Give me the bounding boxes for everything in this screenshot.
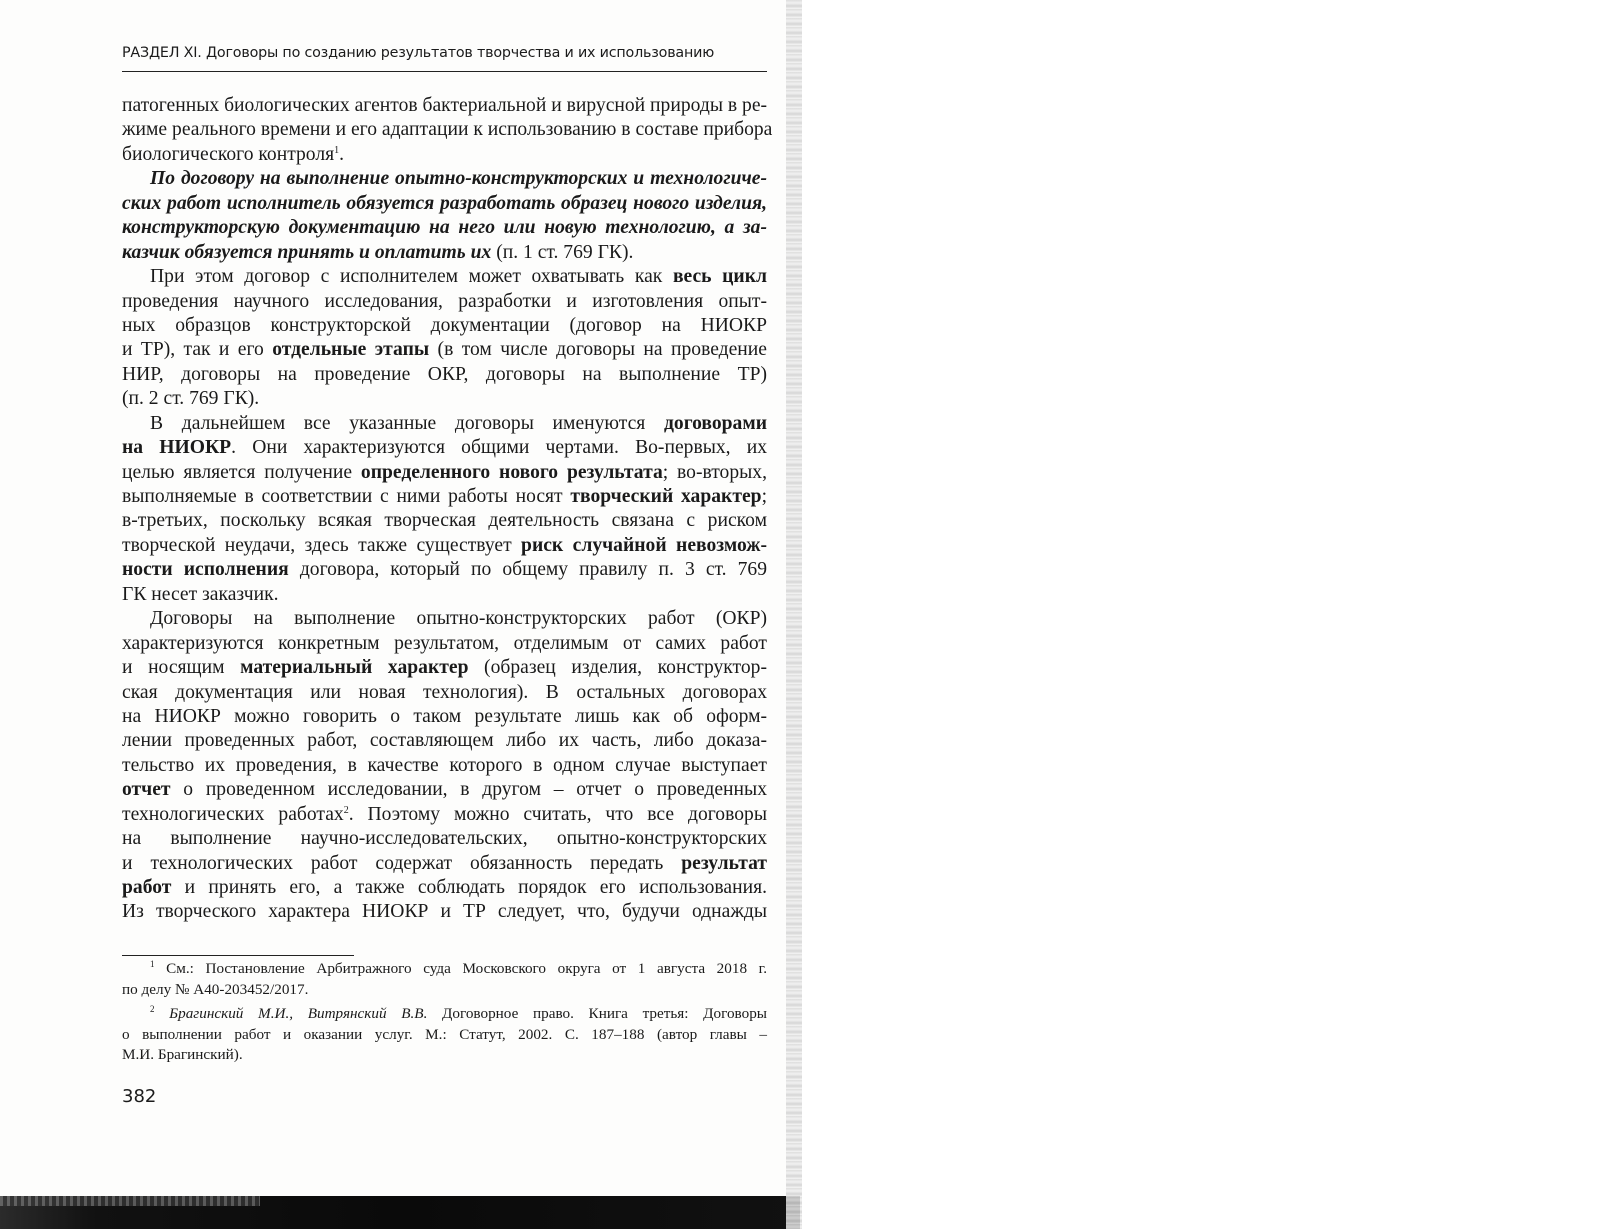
body-line <box>122 803 767 827</box>
footnote-text: Договорное право. Книга третья: Договоры <box>427 1005 768 1022</box>
body-line: лении проведенных работ, составляющем либо их часть, либо доказа- <box>122 730 767 752</box>
footnote-author: Брагинский М.И., Витрянский В.В. <box>169 1005 428 1022</box>
line-text: ; <box>761 486 768 507</box>
bold-term: определенного нового результата <box>360 461 663 483</box>
body-line <box>122 143 767 167</box>
body-line <box>122 852 767 876</box>
header-rule <box>122 71 767 72</box>
scan-bottom-shadow <box>0 1196 800 1229</box>
line-text: и принять его, а также соблюдать порядок его использования. <box>171 877 767 898</box>
line-text: (п. 1 ст. 769 ГК). <box>491 241 634 263</box>
line-text: При этом договор с исполнителем может охватывать как <box>150 266 673 288</box>
footnote-line: М.И. Брагинский). <box>122 1046 243 1063</box>
body-line: в-третьих, поскольку всякая творческая деятельность связана с риском <box>122 510 767 532</box>
body-line: (п. 2 ст. 769 ГК). <box>122 388 260 410</box>
footnote-ref: 2 <box>343 804 349 816</box>
line-text: . Поэтому можно считать, что все договоры <box>348 803 767 825</box>
body-line: характеризуются конкретным результатом, отделимым от самих работ <box>122 632 767 654</box>
bold-term: риск случайной невозмож- <box>521 534 767 556</box>
body-line: на НИОКР можно говорить о таком результате лишь как об оформ- <box>122 705 767 727</box>
bold-term: работ <box>122 877 172 898</box>
footnote-line: по делу № А40-203452/2017. <box>122 980 309 998</box>
body-line-emphasis: конструкторскую документацию на него или новую технологию, а за- <box>122 217 767 239</box>
line-text: . <box>339 143 345 165</box>
body-line: патогенных биологических агентов бактериальной и вирусной природы в ре- <box>122 95 768 116</box>
footnote-number: 2 <box>150 1004 155 1014</box>
page-number: 382 <box>122 1086 157 1107</box>
body-line: Договоры на выполнение опытно-конструкторских работ (ОКР) <box>150 608 767 630</box>
body-line <box>122 558 767 582</box>
body-line <box>122 241 767 265</box>
line-text: целью является получение <box>122 461 361 483</box>
body-line-emphasis: ских работ исполнитель обязуется разработать образец нового изделия, <box>122 192 767 214</box>
body-line-emphasis: По договору на выполнение опытно-конструкторских и технологиче- <box>150 168 767 190</box>
bold-term: результат <box>681 852 767 874</box>
line-text: В дальнейшем все указанные договоры именуются <box>150 412 664 434</box>
line-text: и носящим <box>122 657 241 679</box>
body-line: ных образцов конструкторской документации (договор на НИОКР <box>122 314 767 336</box>
body-line: жиме реального времени и его адаптации к использованию в составе прибора <box>122 119 773 141</box>
body-line <box>122 534 767 558</box>
bold-term: весь цикл <box>672 266 767 288</box>
line-text: выполняемые в соответствии с ними работы носят <box>122 486 571 507</box>
line-text: (образец изделия, конструктор- <box>468 657 767 679</box>
line-text: и ТР), так и его <box>122 339 273 361</box>
bold-term: отчет <box>122 779 171 801</box>
line-text: договора, который по общему правилу п. 3 ст. 769 <box>288 559 767 581</box>
emphasis-text: казчик обязуется принять и оплатить их <box>122 241 492 263</box>
footnote-text: См.: Постановление Арбитражного суда Московского округа от 1 августа 2018 г. <box>154 960 767 977</box>
footnotes <box>122 959 767 1066</box>
body-line <box>122 876 767 900</box>
footnote-line <box>122 1004 767 1025</box>
body-line: тельство их проведения, в качестве которого в одном случае выступает <box>122 754 767 776</box>
body-line <box>122 265 767 289</box>
body-line: ГК несет заказчик. <box>122 583 279 605</box>
body-line <box>122 485 767 509</box>
line-text: (в том числе договоры на проведение <box>429 339 767 361</box>
bold-term: ности исполнения <box>122 559 289 581</box>
bold-term: отдельные этапы <box>272 339 430 361</box>
body-line: Из творческого характера НИОКР и ТР следует, что, будучи однажды <box>122 901 767 923</box>
body-line: НИР, договоры на проведение ОКР, договоры на выполнение ТР) <box>122 363 767 385</box>
line-text: и технологических работ содержат обязанность передать <box>122 852 682 874</box>
bold-term: договорами <box>663 412 767 434</box>
footnote-ref: 1 <box>334 144 340 156</box>
footnote-line: о выполнении работ и оказании услуг. М.: Статут, 2002. С. 187–188 (автор главы – <box>122 1025 767 1043</box>
line-text: творческой неудачи, здесь также существует <box>122 534 522 556</box>
line-text: . Они характеризуются общими чертами. Во-первых, их <box>231 437 767 459</box>
body-line <box>122 412 767 436</box>
body-line: проведения научного исследования, разработки и изготовления опыт- <box>122 290 767 312</box>
bold-term: материальный характер <box>240 657 469 679</box>
body-line: на выполнение научно-исследовательских, опытно-конструкторских <box>122 828 767 850</box>
book-gutter <box>786 0 802 1229</box>
running-head: РАЗДЕЛ XI. Договоры по созданию результатов творчества и их использованию <box>122 45 715 61</box>
body-line <box>122 436 767 460</box>
line-text: ; во-вторых, <box>662 461 768 483</box>
body-line <box>122 656 767 680</box>
footnote-rule <box>122 955 354 956</box>
footnote-number: 1 <box>150 959 155 969</box>
bold-term: на НИОКР <box>122 437 232 459</box>
body-line <box>122 338 767 362</box>
bold-term: творческий характер <box>570 486 762 507</box>
line-text: биологического контроля <box>122 143 335 165</box>
line-text: о проведенном исследовании, в другом – отчет о проведенных <box>170 779 767 801</box>
line-text: технологических работах <box>122 803 344 825</box>
body-text <box>122 94 773 925</box>
body-line <box>122 461 767 485</box>
body-line <box>122 778 767 802</box>
body-line: ская документация или новая технология). В остальных договорах <box>122 681 767 703</box>
footnote-line <box>122 959 767 980</box>
